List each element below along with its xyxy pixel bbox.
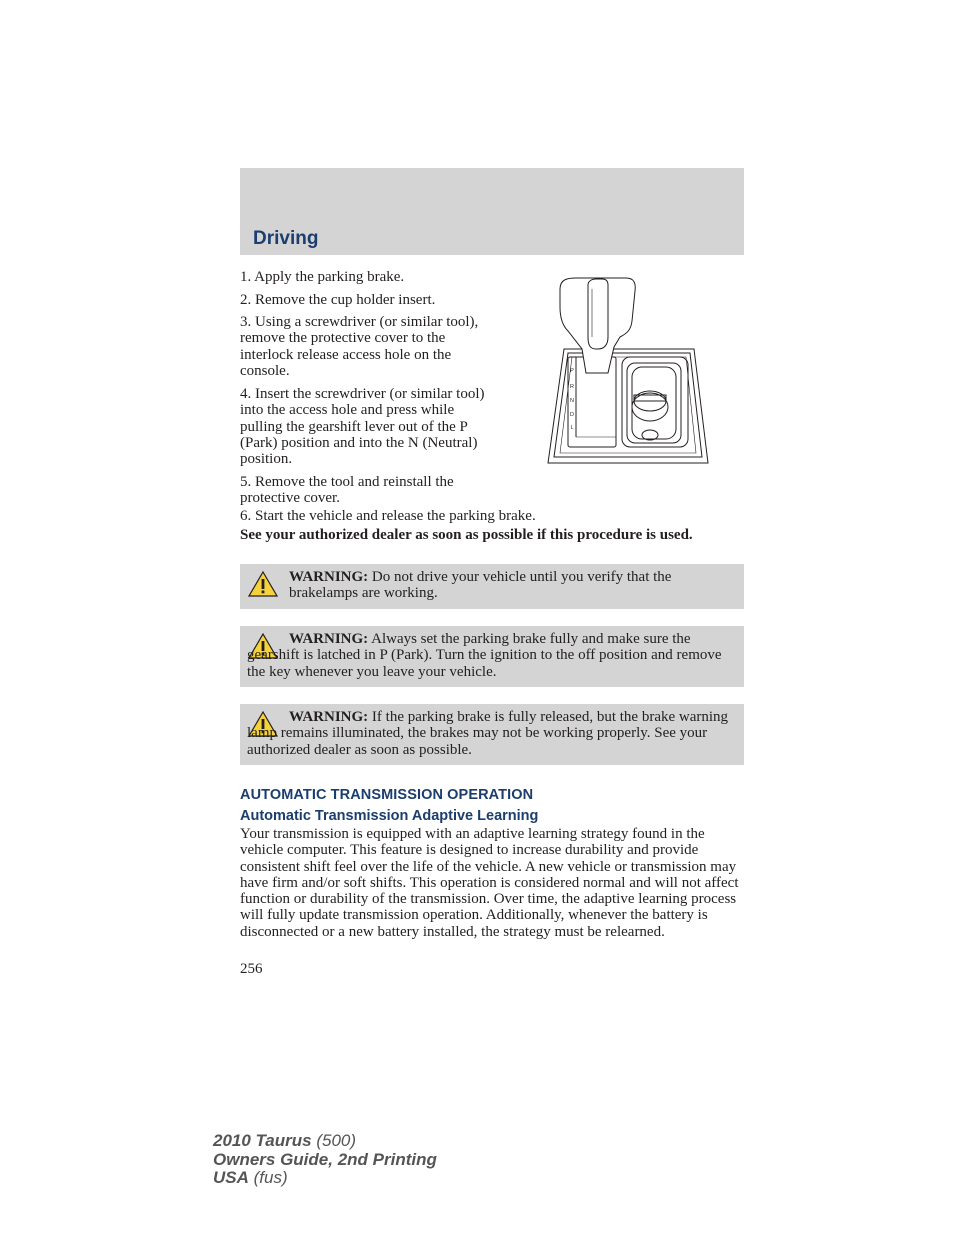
section-header-band [240,168,744,255]
warning-box-1 [240,564,744,609]
footer-market-code: (fus) [253,1168,288,1187]
warning-message: Do not drive your vehicle until you verify that the brakelamps are working. [289,569,672,602]
section-heading: AUTOMATIC TRANSMISSION OPERATION [240,787,534,803]
warning-message: Always set the parking brake fully and make sure the gearshift is latched in P (Park). Turn the ignition to the off position and remove the key whenever you leave your vehicle. [247,631,722,680]
step-5: 5. Remove the tool and reinstall the protective cover. [240,474,454,507]
footer-guide: Owners Guide, 2nd Printing [213,1149,437,1169]
gear-letter-p: P [570,368,574,374]
footer-model-code: (500) [316,1131,357,1150]
body-paragraph: Your transmission is equipped with an adaptive learning strategy found in the vehicle computer. This feature is designed to increase durability and provide consistent shift feel over the life of the vehicle. A new vehicle or transmission may have firm and/or soft shifts. This operation is considered normal and will not affect function or durability of the transmission. Over time, the adaptive learning process will fully update transmission operation. Additionally, whenever the battery is disconnected or a new battery installed, the strategy must be relearned. [240,826,739,940]
gear-letter-l: L [570,425,574,431]
footer-model: 2010 Taurus [213,1131,312,1150]
gear-letter-r: R [570,384,574,390]
section-subheading: Automatic Transmission Adaptive Learning [240,808,539,824]
warning-label: WARNING: [289,631,369,647]
warning-triangle-icon [248,571,278,597]
warning-label: WARNING: [289,709,369,725]
warning-text-3 [247,709,734,758]
document-footer [213,1132,437,1188]
step-4: 4. Insert the screwdriver (or similar tool) into the access hole and press while pulling the gearshift lever out of the P (Park) position and into the N (Neutral) position. [240,386,485,468]
warning-message: If the parking brake is fully released, but the brake warning lamp remains illuminated, the brakes may not be working properly. See your authorized dealer as soon as possible. [247,709,729,758]
footer-market: USA [213,1168,249,1187]
warning-text-1 [289,569,734,602]
warning-text-2 [247,631,734,680]
dealer-note: See your authorized dealer as soon as possible if this procedure is used. [240,527,693,543]
warning-box-3 [240,704,744,765]
page-number: 256 [240,961,263,977]
warning-box-2 [240,626,744,687]
step-6: 6. Start the vehicle and release the parking brake. [240,508,536,524]
gear-letter-n: N [570,398,574,404]
warning-label: WARNING: [289,569,369,585]
step-2: 2. Remove the cup holder insert. [240,292,436,308]
gearshift-console-illustration [546,277,710,467]
gear-letter-d: D [570,412,574,418]
step-1: 1. Apply the parking brake. [240,269,405,285]
step-3: 3. Using a screwdriver (or similar tool), remove the protective cover to the interlock release access hole on the console. [240,314,479,379]
section-title: Driving [253,228,319,249]
